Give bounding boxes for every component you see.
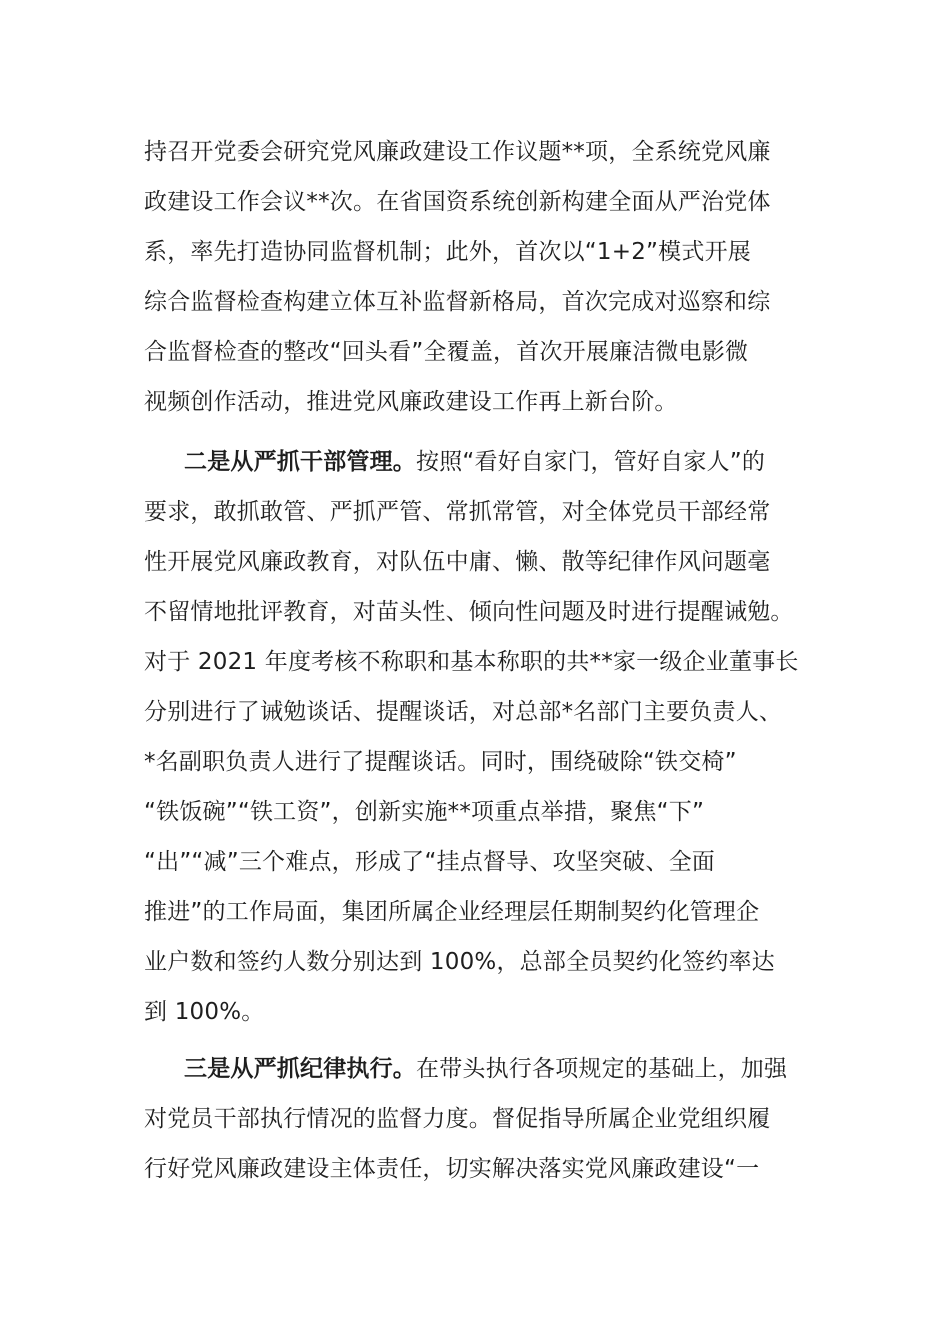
paragraph-1 [144, 127, 824, 427]
paragraph-line: 合监督检查的整改“回头看”全覆盖，首次开展廉洁微电影微 [144, 339, 749, 365]
paragraph-line: 业户数和签约人数分别达到 100%，总部全员契约化签约率达 [144, 949, 775, 975]
paragraph-first-line [144, 437, 824, 487]
paragraph-line: 分别进行了诫勉谈话、提醒谈话，对总部*名部门主要负责人、 [144, 699, 783, 725]
paragraph-line: 性开展党风廉政教育，对队伍中庸、懒、散等纪律作风问题毫 [144, 549, 771, 575]
paragraph-line: 不留情地批评教育，对苗头性、倾向性问题及时进行提醒诫勉。 [144, 599, 794, 625]
paragraph-line: 对党员干部执行情况的监督力度。督促指导所属企业党组织履 [144, 1106, 771, 1132]
paragraph-2 [144, 437, 824, 1037]
paragraph-line: 到 100%。 [144, 999, 265, 1025]
paragraph-first-line-text: 按照“看好自家门，管好自家人”的 [416, 449, 766, 475]
paragraph-line: 要求，敢抓敢管、严抓严管、常抓常管，对全体党员干部经常 [144, 499, 771, 525]
paragraph-line: 推进”的工作局面，集团所属企业经理层任期制契约化管理企 [144, 899, 760, 925]
paragraph-lead-heading: 二是从严抓干部管理。 [184, 449, 416, 475]
paragraph-3 [144, 1044, 824, 1194]
paragraph-line: “铁饭碗”“铁工资”，创新实施**项重点举措，聚焦“下” [144, 799, 705, 825]
paragraph-line: 视频创作活动，推进党风廉政建设工作再上新台阶。 [144, 389, 678, 415]
paragraph-line: 系，率先打造协同监督机制；此外，首次以“1+2”模式开展 [144, 239, 751, 265]
paragraph-first-line [144, 1044, 824, 1094]
paragraph-line: 综合监督检查构建立体互补监督新格局，首次完成对巡察和综 [144, 289, 771, 315]
paragraph-line: 对于 2021 年度考核不称职和基本称职的共**家一级企业董事长 [144, 649, 799, 675]
paragraph-line: 持召开党委会研究党风廉政建设工作议题**项，全系统党风廉 [144, 139, 771, 165]
paragraph-line: “出”“减”三个难点，形成了“挂点督导、攻坚突破、全面 [144, 849, 715, 875]
paragraph-first-line-text: 在带头执行各项规定的基础上，加强 [416, 1056, 788, 1082]
paragraph-line: *名副职负责人进行了提醒谈话。同时，围绕破除“铁交椅” [144, 749, 737, 775]
paragraph-line: 行好党风廉政建设主体责任，切实解决落实党风廉政建设“一 [144, 1156, 760, 1182]
paragraph-line: 政建设工作会议**次。在省国资系统创新构建全面从严治党体 [144, 189, 771, 215]
paragraph-lead-heading: 三是从严抓纪律执行。 [184, 1056, 416, 1082]
